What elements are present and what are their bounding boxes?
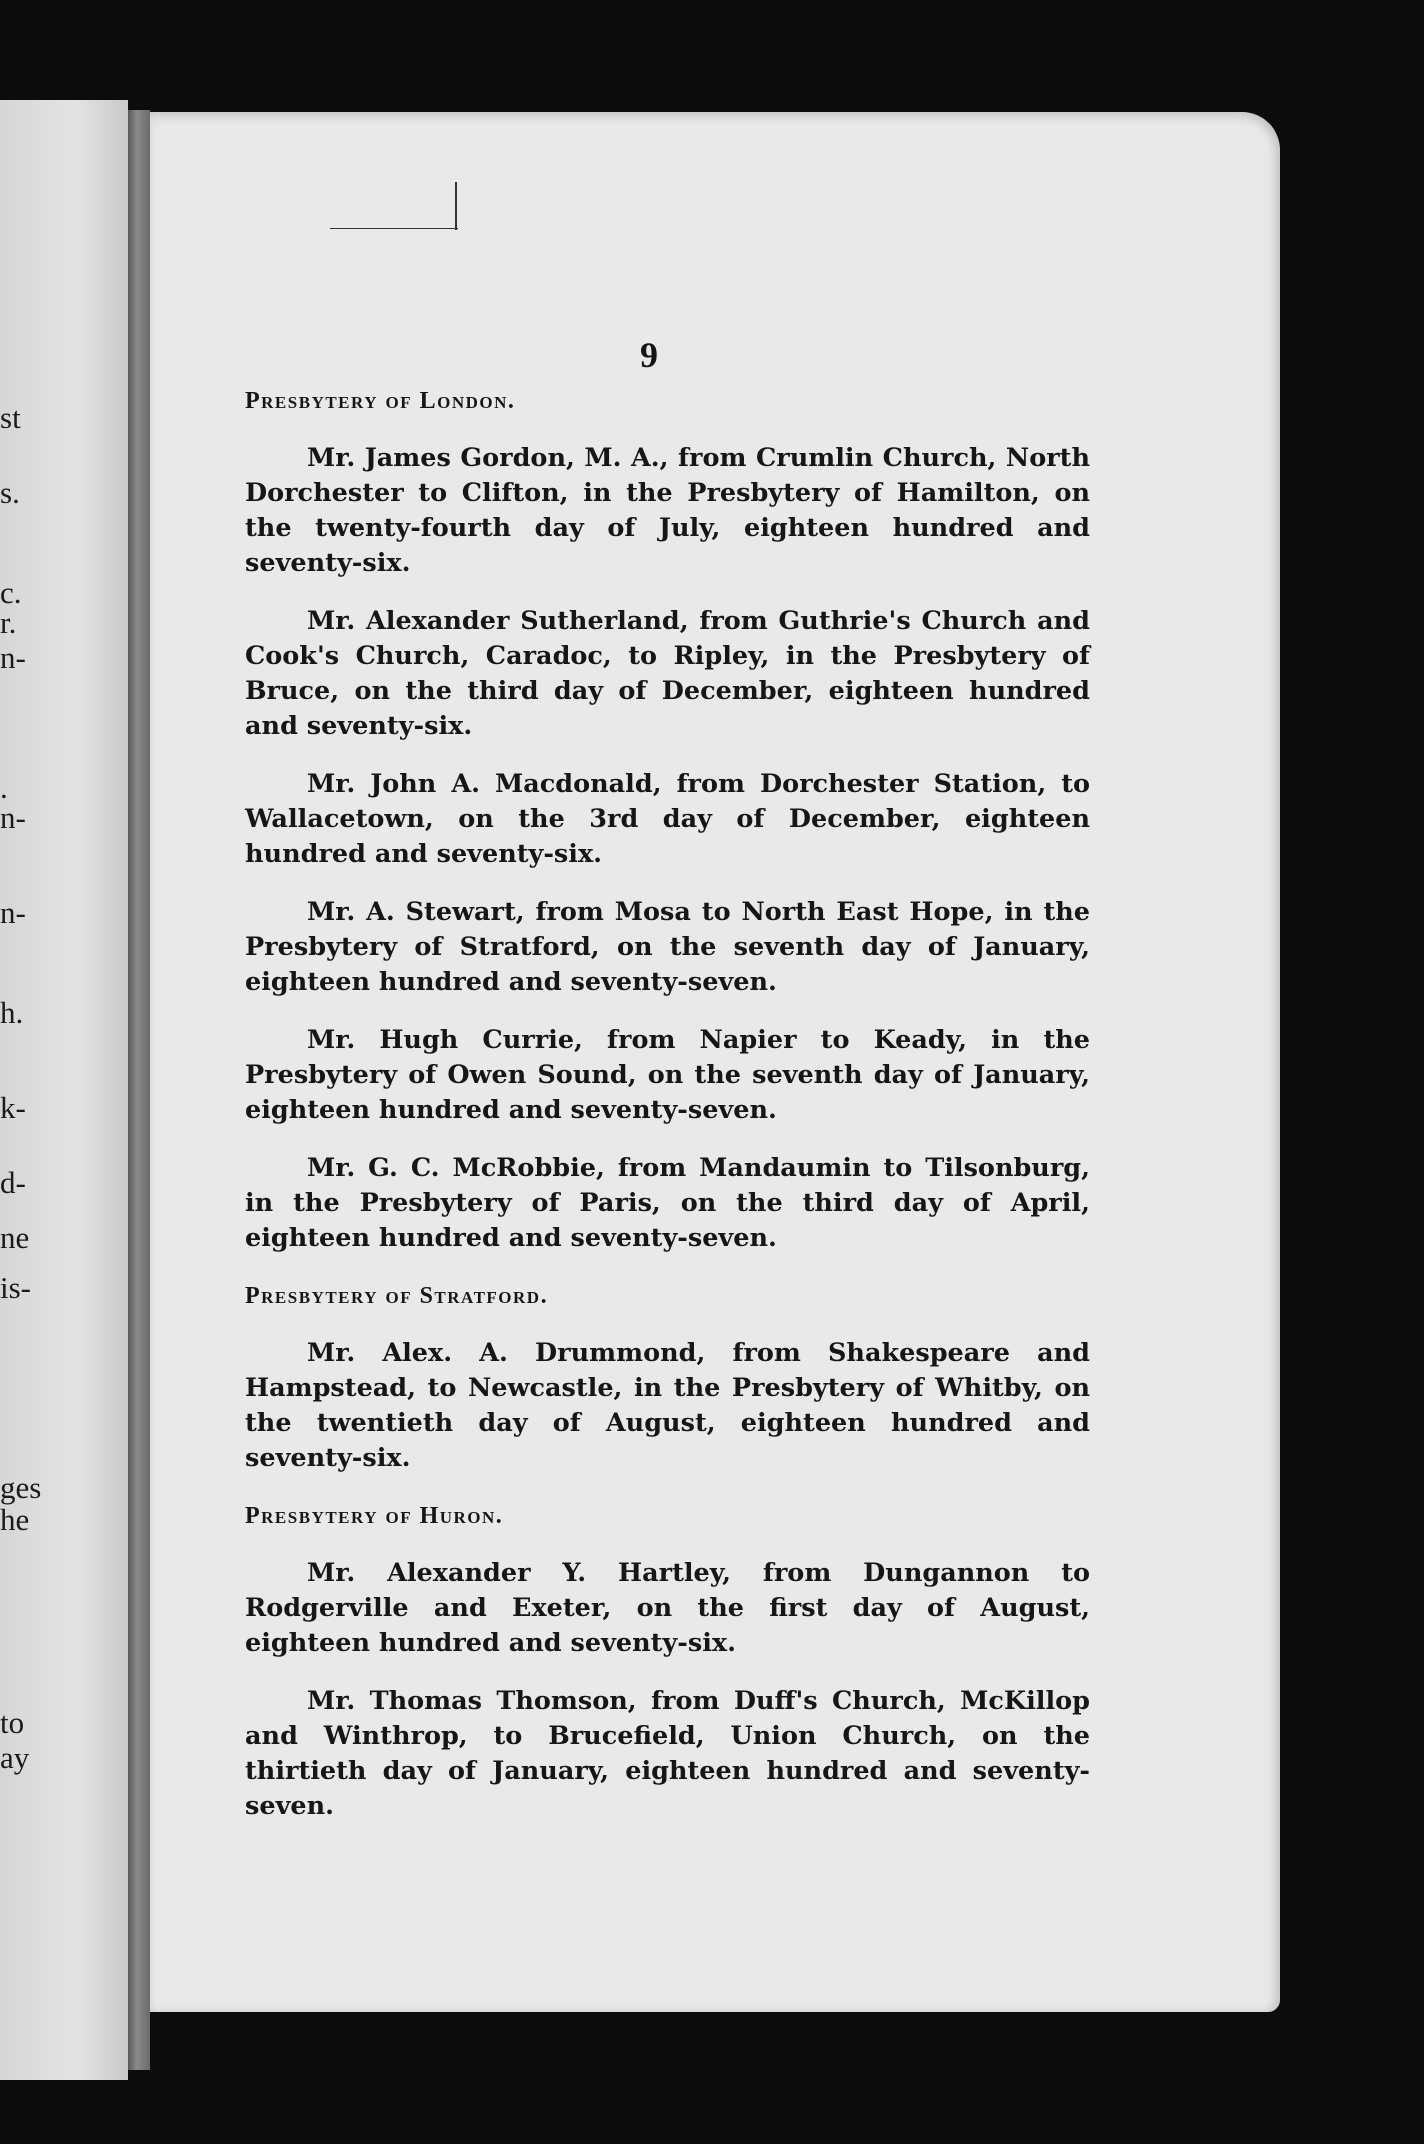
facing-page-fragment: s. [0,475,20,510]
facing-page-fragment: he [0,1502,30,1537]
facing-page-edge [0,100,128,2080]
entry-paragraph: Mr. James Gordon, M. A., from Crumlin Church, North Dorchester to Clifton, in the Presbytery of Hamilton, on the twenty-fourth day of July, eighteen hundred and seventy-six. [245,443,1090,578]
facing-page-fragment: . [0,770,8,805]
entry-paragraph: Mr. G. C. McRobbie, from Mandaumin to Tilsonburg, in the Presbytery of Paris, on the third day of April, eighteen hundred and seventy-seven. [245,1153,1090,1253]
entry-paragraph: Mr. Hugh Currie, from Napier to Keady, in the Presbytery of Owen Sound, on the seventh day of January, eighteen hundred and seventy-seven. [245,1025,1090,1125]
entry-paragraph: Mr. Alexander Y. Hartley, from Dungannon to Rodgerville and Exeter, on the first day of August, eighteen hundred and seventy-six. [245,1558,1090,1658]
ink-mark [330,228,458,229]
facing-page-fragment: n- [0,640,26,675]
section-heading: Presbytery of Huron. [245,1503,504,1529]
facing-page-fragment: to [0,1705,25,1740]
entry-paragraph: Mr. John A. Macdonald, from Dorchester Station, to Wallacetown, on the 3rd day of December, eighteen hundred and seventy-six. [245,769,1090,869]
ink-mark [455,182,457,230]
facing-page-fragment: k- [0,1090,26,1125]
entry-paragraph: Mr. Alexander Sutherland, from Guthrie's Church and Cook's Church, Caradoc, to Ripley, in the Presbytery of Bruce, on the third day of December, eighteen hundred and seventy-six. [245,606,1090,741]
facing-page-fragment: n- [0,895,26,930]
facing-page-fragment: ges [0,1470,42,1505]
page [150,112,1280,2012]
section-presbytery-stratford [245,1279,1090,1476]
section-heading: Presbytery of London. [245,388,516,414]
entry-paragraph: Mr. Alex. A. Drummond, from Shakespeare and Hampstead, to Newcastle, in the Presbytery of Whitby, on the twentieth day of August, eighteen hundred and seventy-six. [245,1338,1090,1473]
facing-page-fragment: st [0,400,21,435]
section-presbytery-london [245,384,1090,1256]
page-body [245,384,1090,1847]
facing-page-fragment: ay [0,1740,30,1775]
page-number: 9 [640,335,658,375]
facing-page-fragment: is- [0,1270,31,1305]
facing-page-fragment: r. [0,605,17,640]
facing-page-fragment: n- [0,800,26,835]
facing-page-fragment: ne [0,1220,30,1255]
binding-gutter [128,110,150,2070]
entry-paragraph: Mr. Thomas Thomson, from Duff's Church, McKillop and Winthrop, to Brucefield, Union Church, on the thirtieth day of January, eighteen hundred and seventy-seven. [245,1686,1090,1821]
facing-page-fragment: d- [0,1165,26,1200]
facing-page-fragment: c. [0,575,22,610]
facing-page-fragment: h. [0,995,24,1030]
entry-paragraph: Mr. A. Stewart, from Mosa to North East Hope, in the Presbytery of Stratford, on the seventh day of January, eighteen hundred and seventy-seven. [245,897,1090,997]
section-presbytery-huron [245,1499,1090,1824]
section-heading: Presbytery of Stratford. [245,1283,549,1309]
